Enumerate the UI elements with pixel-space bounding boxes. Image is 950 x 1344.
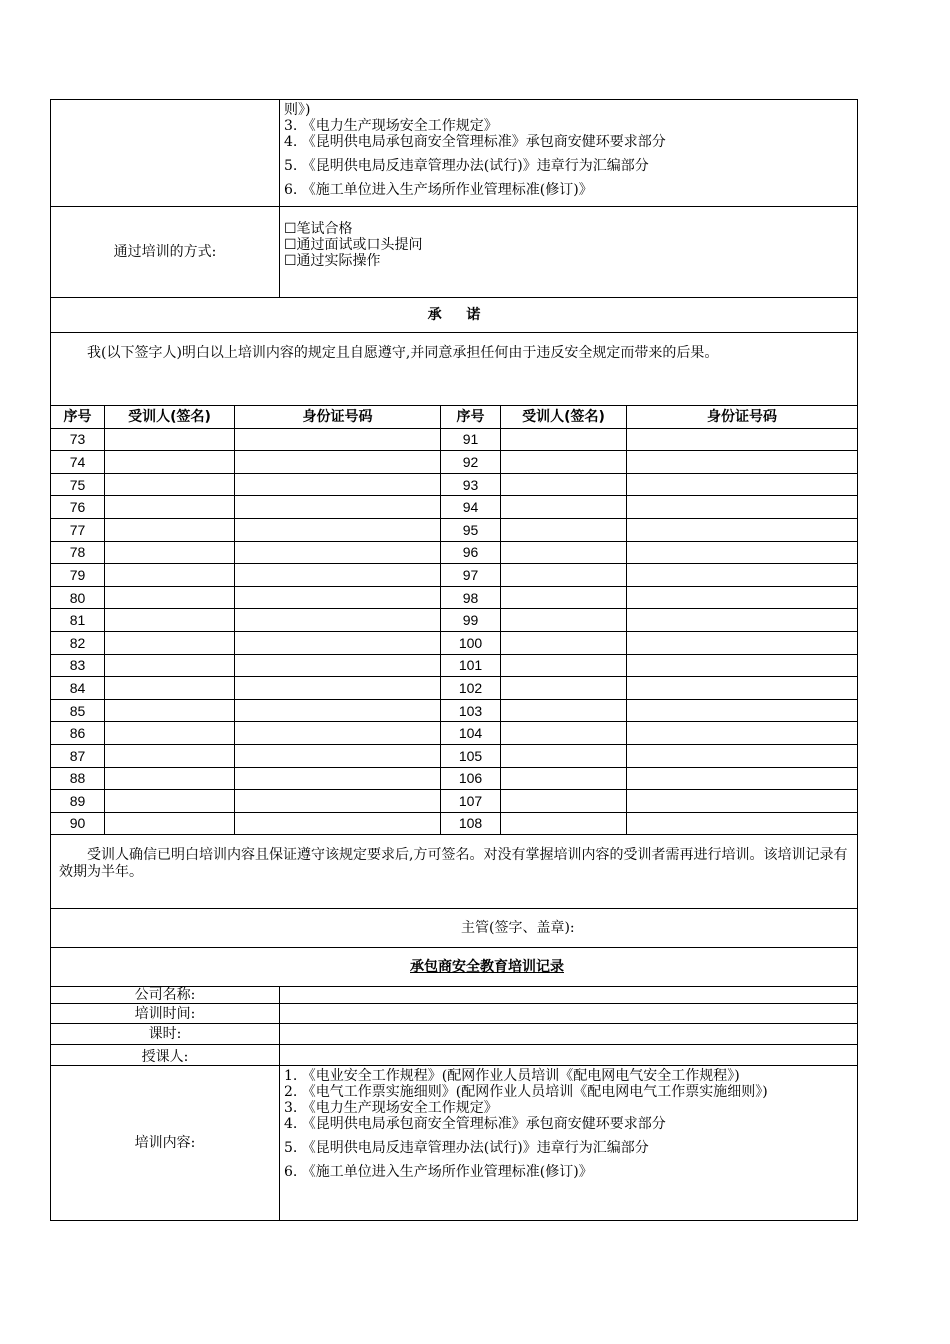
trainee-signature-field[interactable] xyxy=(105,473,235,496)
content-item: 6. 《施工单位进入生产场所作业管理标准(修订)》 xyxy=(284,182,593,198)
trainee-signature-field[interactable] xyxy=(501,631,627,654)
top-content-list xyxy=(280,100,858,207)
content-item: 5. 《昆明供电局反违章管理办法(试行)》违章行为汇编部分 xyxy=(284,1140,649,1157)
seq-number: 105 xyxy=(441,744,501,767)
trainee-signature-field[interactable] xyxy=(105,586,235,609)
checkbox-interview[interactable]: ☐通过面试或口头提问 xyxy=(284,237,423,253)
trainee-signature-field[interactable] xyxy=(501,699,627,722)
commitment-title: 承 诺 xyxy=(51,298,858,333)
signature-row xyxy=(51,699,858,722)
seq-number: 80 xyxy=(51,586,105,609)
teacher-field[interactable] xyxy=(280,1045,858,1066)
id-number-field[interactable] xyxy=(235,473,441,496)
content-item: 1. 《电业安全工作规程》(配网作业人员培训《配电网电气安全工作规程》) xyxy=(284,1068,740,1085)
signature-table xyxy=(50,406,858,835)
signature-row xyxy=(51,609,858,632)
signature-row xyxy=(51,790,858,813)
id-number-field[interactable] xyxy=(627,767,858,790)
seq-number: 77 xyxy=(51,518,105,541)
id-number-field[interactable] xyxy=(235,631,441,654)
seq-number: 97 xyxy=(441,564,501,587)
hours-label: 课时: xyxy=(51,1024,280,1045)
trainee-signature-field[interactable] xyxy=(105,496,235,519)
time-field[interactable] xyxy=(280,1004,858,1024)
record-title: 承包商安全教育培训记录 xyxy=(410,959,564,976)
trainee-signature-field[interactable] xyxy=(501,744,627,767)
content-item: 4. 《昆明供电局承包商安全管理标准》承包商安健环要求部分 xyxy=(284,134,666,150)
id-number-field[interactable] xyxy=(235,812,441,835)
id-number-field[interactable] xyxy=(627,428,858,451)
record-title-cell xyxy=(51,948,858,987)
seq-number: 95 xyxy=(441,518,501,541)
signature-row xyxy=(51,428,858,451)
trainee-signature-field[interactable] xyxy=(105,744,235,767)
seq-number: 81 xyxy=(51,609,105,632)
content-item: 6. 《施工单位进入生产场所作业管理标准(修订)》 xyxy=(284,1164,593,1181)
id-number-field[interactable] xyxy=(627,790,858,813)
seq-number: 91 xyxy=(441,428,501,451)
seq-number: 100 xyxy=(441,631,501,654)
id-number-field[interactable] xyxy=(627,744,858,767)
id-number-field[interactable] xyxy=(627,812,858,835)
trainee-signature-field[interactable] xyxy=(501,609,627,632)
trainee-signature-field[interactable] xyxy=(501,496,627,519)
seq-number: 86 xyxy=(51,722,105,745)
seq-number: 75 xyxy=(51,473,105,496)
time-label: 培训时间: xyxy=(51,1004,280,1024)
signature-row xyxy=(51,654,858,677)
checkbox-written-exam[interactable]: ☐笔试合格 xyxy=(284,221,353,237)
id-number-field[interactable] xyxy=(235,790,441,813)
signature-row xyxy=(51,518,858,541)
signature-row xyxy=(51,744,858,767)
signature-row xyxy=(51,812,858,835)
seq-number: 90 xyxy=(51,812,105,835)
seq-number: 83 xyxy=(51,654,105,677)
top-section-table xyxy=(50,99,858,406)
pass-method-label: 通过培训的方式: xyxy=(51,207,280,298)
trainee-signature-field[interactable] xyxy=(105,518,235,541)
supervisor-label: 主管(签字、盖章): xyxy=(461,920,575,937)
content-label-cell xyxy=(51,100,280,207)
id-number-field[interactable] xyxy=(235,767,441,790)
id-number-field[interactable] xyxy=(235,744,441,767)
id-number-field[interactable] xyxy=(627,564,858,587)
content-item: 2. 《电气工作票实施细则》(配网作业人员培训《配电网电气工作票实施细则》) xyxy=(284,1084,768,1101)
pass-method-options xyxy=(280,207,858,298)
signature-row xyxy=(51,677,858,700)
seq-number: 99 xyxy=(441,609,501,632)
seq-number: 92 xyxy=(441,451,501,474)
confirmation-text: 受训人确信已明白培训内容且保证遵守该规定要求后,方可签名。对没有掌握培训内容的受训者需再进行培训。该培训记录有效期为半年。 xyxy=(51,835,858,909)
content-item: 3. 《电力生产现场安全工作规定》 xyxy=(284,118,498,134)
signature-row xyxy=(51,722,858,745)
col-header-seq: 序号 xyxy=(51,406,105,428)
id-number-field[interactable] xyxy=(235,699,441,722)
id-number-field[interactable] xyxy=(627,518,858,541)
content-item: 3. 《电力生产现场安全工作规定》 xyxy=(284,1100,498,1117)
trainee-signature-field[interactable] xyxy=(105,609,235,632)
trainee-signature-field[interactable] xyxy=(501,767,627,790)
seq-number: 94 xyxy=(441,496,501,519)
id-number-field[interactable] xyxy=(627,496,858,519)
seq-number: 88 xyxy=(51,767,105,790)
trainee-signature-field[interactable] xyxy=(105,677,235,700)
signature-row xyxy=(51,586,858,609)
trainee-signature-field[interactable] xyxy=(501,586,627,609)
seq-number: 85 xyxy=(51,699,105,722)
seq-number: 79 xyxy=(51,564,105,587)
seq-number: 104 xyxy=(441,722,501,745)
signature-row xyxy=(51,631,858,654)
content-item: 则》) xyxy=(284,102,311,118)
company-label: 公司名称: xyxy=(51,987,280,1004)
trainee-signature-field[interactable] xyxy=(105,451,235,474)
trainee-signature-field[interactable] xyxy=(105,812,235,835)
id-number-field[interactable] xyxy=(235,518,441,541)
id-number-field[interactable] xyxy=(235,496,441,519)
seq-number: 73 xyxy=(51,428,105,451)
id-number-field[interactable] xyxy=(627,541,858,564)
seq-number: 108 xyxy=(441,812,501,835)
id-number-field[interactable] xyxy=(235,428,441,451)
supervisor-signature-cell xyxy=(51,909,858,948)
col-header-id: 身份证号码 xyxy=(627,406,858,428)
trainee-signature-field[interactable] xyxy=(501,451,627,474)
checkbox-practical[interactable]: ☐通过实际操作 xyxy=(284,253,381,269)
teacher-label: 授课人: xyxy=(51,1045,280,1066)
trainee-signature-field[interactable] xyxy=(501,428,627,451)
trainee-signature-field[interactable] xyxy=(501,790,627,813)
content-item: 4. 《昆明供电局承包商安全管理标准》承包商安健环要求部分 xyxy=(284,1116,666,1133)
content-item: 5. 《昆明供电局反违章管理办法(试行)》违章行为汇编部分 xyxy=(284,158,649,174)
trainee-signature-field[interactable] xyxy=(501,654,627,677)
id-number-field[interactable] xyxy=(235,654,441,677)
seq-number: 107 xyxy=(441,790,501,813)
id-number-field[interactable] xyxy=(627,451,858,474)
id-number-field[interactable] xyxy=(235,722,441,745)
trainee-signature-field[interactable] xyxy=(105,722,235,745)
signature-table-header xyxy=(51,406,858,428)
content-label: 培训内容: xyxy=(51,1066,280,1221)
signature-row xyxy=(51,767,858,790)
signature-row xyxy=(51,496,858,519)
col-header-trainee: 受训人(签名) xyxy=(501,406,627,428)
id-number-field[interactable] xyxy=(235,609,441,632)
trainee-signature-field[interactable] xyxy=(501,518,627,541)
seq-number: 87 xyxy=(51,744,105,767)
trainee-signature-field[interactable] xyxy=(501,473,627,496)
seq-number: 103 xyxy=(441,699,501,722)
id-number-field[interactable] xyxy=(235,586,441,609)
id-number-field[interactable] xyxy=(627,609,858,632)
signature-row xyxy=(51,473,858,496)
seq-number: 76 xyxy=(51,496,105,519)
col-header-trainee: 受训人(签名) xyxy=(105,406,235,428)
company-field[interactable] xyxy=(280,987,858,1004)
trainee-signature-field[interactable] xyxy=(501,541,627,564)
trainee-signature-field[interactable] xyxy=(501,722,627,745)
id-number-field[interactable] xyxy=(235,564,441,587)
id-number-field[interactable] xyxy=(627,586,858,609)
seq-number: 84 xyxy=(51,677,105,700)
trainee-signature-field[interactable] xyxy=(105,564,235,587)
signature-rows xyxy=(51,428,858,835)
trainee-signature-field[interactable] xyxy=(105,654,235,677)
seq-number: 101 xyxy=(441,654,501,677)
hours-field[interactable] xyxy=(280,1024,858,1045)
signature-row xyxy=(51,541,858,564)
bottom-section-table xyxy=(50,835,858,1221)
seq-number: 74 xyxy=(51,451,105,474)
trainee-signature-field[interactable] xyxy=(105,541,235,564)
trainee-signature-field[interactable] xyxy=(105,699,235,722)
training-record-sheet xyxy=(50,99,857,1221)
commitment-text: 我(以下签字人)明白以上培训内容的规定且自愿遵守,并同意承担任何由于违反安全规定而带来的后果。 xyxy=(51,333,858,406)
seq-number: 98 xyxy=(441,586,501,609)
id-number-field[interactable] xyxy=(627,722,858,745)
trainee-signature-field[interactable] xyxy=(501,564,627,587)
signature-row xyxy=(51,564,858,587)
col-header-seq: 序号 xyxy=(441,406,501,428)
seq-number: 89 xyxy=(51,790,105,813)
seq-number: 106 xyxy=(441,767,501,790)
id-number-field[interactable] xyxy=(235,677,441,700)
record-content-list xyxy=(280,1066,858,1221)
col-header-id: 身份证号码 xyxy=(235,406,441,428)
id-number-field[interactable] xyxy=(627,699,858,722)
seq-number: 93 xyxy=(441,473,501,496)
id-number-field[interactable] xyxy=(627,654,858,677)
seq-number: 78 xyxy=(51,541,105,564)
seq-number: 96 xyxy=(441,541,501,564)
trainee-signature-field[interactable] xyxy=(105,790,235,813)
trainee-signature-field[interactable] xyxy=(105,631,235,654)
id-number-field[interactable] xyxy=(235,541,441,564)
trainee-signature-field[interactable] xyxy=(105,767,235,790)
id-number-field[interactable] xyxy=(627,473,858,496)
signature-row xyxy=(51,451,858,474)
trainee-signature-field[interactable] xyxy=(105,428,235,451)
id-number-field[interactable] xyxy=(627,677,858,700)
seq-number: 82 xyxy=(51,631,105,654)
trainee-signature-field[interactable] xyxy=(501,677,627,700)
id-number-field[interactable] xyxy=(627,631,858,654)
trainee-signature-field[interactable] xyxy=(501,812,627,835)
seq-number: 102 xyxy=(441,677,501,700)
id-number-field[interactable] xyxy=(235,451,441,474)
